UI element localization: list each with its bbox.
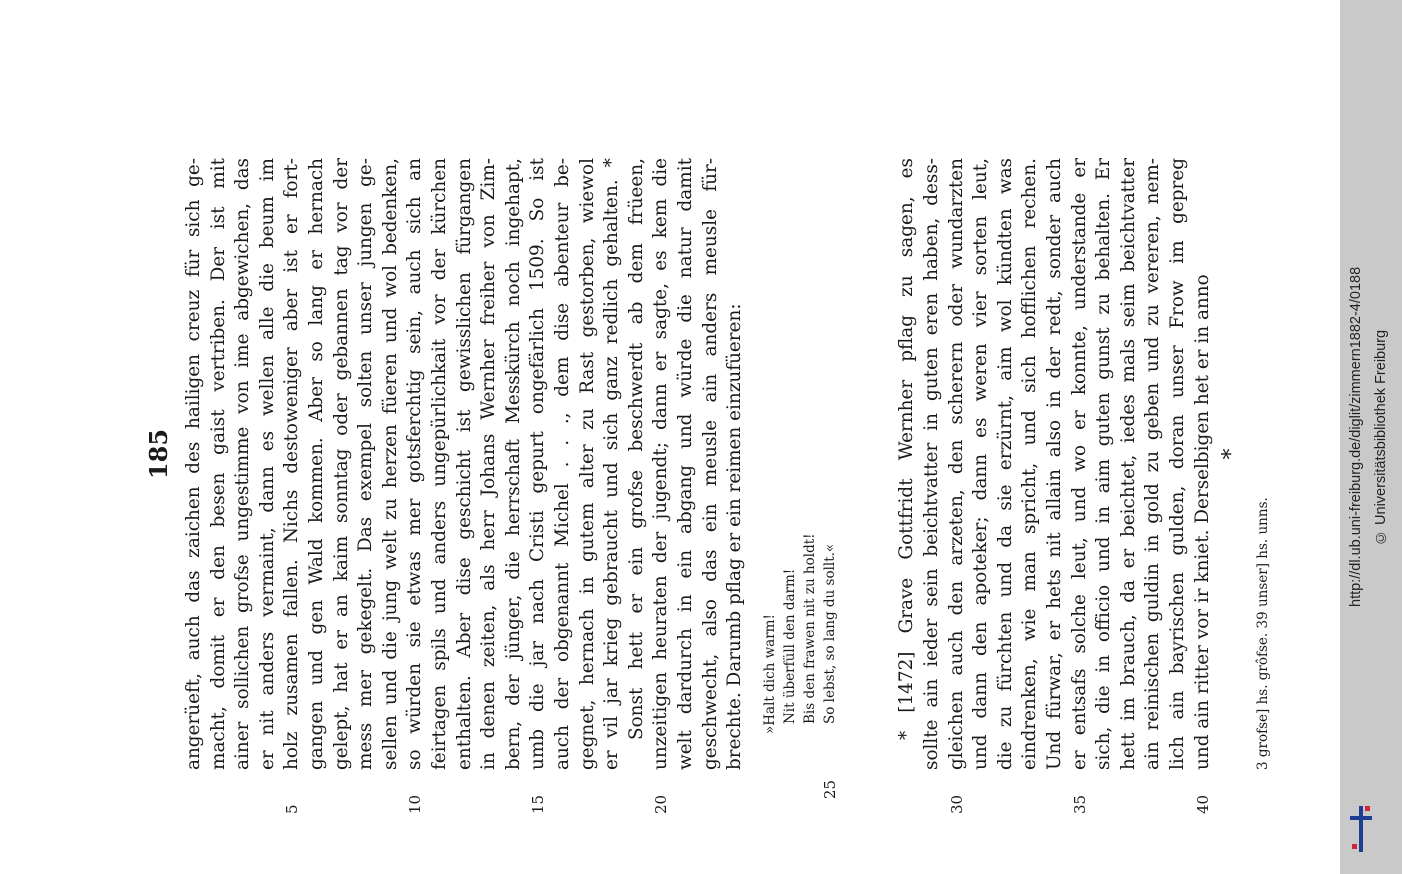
text-line bbox=[231, 158, 255, 770]
text-line-content: macht, domit er den besen gaist vertriben. Der ist mit bbox=[207, 158, 229, 770]
text-line bbox=[1092, 158, 1116, 770]
text-line-content: unzeitigen heuraten der jugendt; dann er sagte, es kem die bbox=[650, 158, 672, 770]
text-line-content: auch der obgenannt Michel . . ., dem dise abenteur be- bbox=[552, 158, 573, 770]
text-line-content: hett im brauch, da er beichtet, iedes mals seim beichtvatter bbox=[1117, 158, 1139, 770]
text-line-content: eindrenken, wie man spricht, und sich hofflichen rechen. bbox=[1019, 158, 1041, 770]
text-line bbox=[453, 158, 477, 770]
text-line-content: und dann den apoteker; dann es weren vier sorten leut, bbox=[970, 158, 992, 770]
line-number: 35 bbox=[1070, 794, 1089, 814]
text-line bbox=[182, 158, 206, 770]
text-line bbox=[502, 158, 526, 770]
text-line-content: ain reinischen guldin in gold zu geben und zu vereren, nem- bbox=[1142, 158, 1164, 770]
copyright-notice: © Universitätsbibliothek Freiburg bbox=[1373, 329, 1389, 545]
text-line-content: mess mer gekegelt. Das exempel solten unser jungen ge- bbox=[355, 158, 377, 770]
text-line-content: er vil jar krieg gebraucht und sich ganz redlich gehalten. * bbox=[601, 158, 623, 770]
text-line-content: in denen zeiten, als herr Johans Wernher freiher von Zim- bbox=[478, 158, 500, 770]
line-number: 25 bbox=[820, 780, 839, 800]
text-line bbox=[699, 158, 723, 770]
text-line bbox=[403, 158, 427, 814]
text-line bbox=[551, 158, 575, 770]
line-number: 20 bbox=[652, 794, 671, 814]
verse-line: Bis den frawen nit zu holdt! bbox=[801, 533, 818, 724]
text-line-content: gangen und gen Wald kommen. Aber so lang er hernach bbox=[306, 158, 327, 770]
section-separator: * bbox=[1218, 448, 1244, 460]
text-line bbox=[1166, 158, 1190, 770]
line-number: 5 bbox=[283, 804, 302, 814]
line-number: 40 bbox=[1193, 794, 1212, 814]
library-logo-icon bbox=[1350, 806, 1372, 852]
text-line bbox=[256, 158, 280, 770]
text-line-content: gegnet, hernach in gutem alter zu Rast gestorben, wiewol bbox=[576, 158, 598, 770]
text-line-content: sellen und die jung welt zu herzen füeren und wol bedenken, bbox=[379, 158, 401, 770]
text-line bbox=[649, 158, 673, 814]
text-line-content: umb die jar nach Cristi gepurt ongefärlich 1509. So ist bbox=[527, 158, 549, 770]
text-line bbox=[1117, 158, 1141, 770]
text-line bbox=[305, 158, 329, 770]
text-line bbox=[354, 158, 378, 770]
text-line bbox=[576, 158, 600, 770]
text-line-content: holz zusamen fallen. Nichs destoweniger aber ist er fort- bbox=[281, 158, 303, 770]
text-line bbox=[477, 158, 501, 770]
line-number: 15 bbox=[529, 794, 548, 814]
text-line-content: geschwecht, also das ein meusle ain anders meusle für- bbox=[699, 158, 721, 770]
text-line-content: gelept, hat er an kaim sonntag oder gebannen tag vor der bbox=[330, 158, 352, 770]
line-number: 30 bbox=[947, 794, 966, 814]
text-line-content: enthalten. Aber dise geschicht ist gewisslichen fürgangen bbox=[453, 158, 475, 770]
text-line bbox=[994, 158, 1018, 770]
text-line-content: und ain ritter vor ir kniet. Derselbigen het er in anno bbox=[1191, 274, 1213, 770]
text-line bbox=[625, 158, 649, 770]
text-line bbox=[1018, 158, 1042, 770]
text-line bbox=[1043, 158, 1067, 770]
text-line-content: Und fürwar, er hets nit allain also in der redt, sonder auch bbox=[1044, 158, 1065, 770]
text-line-content: so würden sie etwas mer gotsferchtig sein, auch sich an bbox=[404, 158, 426, 770]
text-line-content: er nit anders vermaint, dann es wellen alle die beum im bbox=[256, 158, 278, 770]
text-line-content: welt dardurch in ein abgang und würde die natur damit bbox=[675, 158, 696, 770]
text-line-content: Sonst hett er ein grofse beschwerdt ab dem früeen, bbox=[625, 158, 647, 740]
text-line bbox=[723, 158, 747, 770]
rotated-page-content bbox=[144, 138, 1271, 814]
text-line bbox=[969, 158, 993, 770]
text-line-content: ainer sollichen grofse ungestimme von ime abgewichen, das bbox=[232, 158, 254, 770]
text-line bbox=[1141, 158, 1165, 770]
text-line-content: er entsafs solche leut, und wo er konnte, understande er bbox=[1068, 158, 1090, 770]
text-line bbox=[379, 158, 403, 770]
footnote: 3 grofse] hs. grôfse. 39 unser] hs. unns. bbox=[1254, 497, 1271, 770]
text-line-content: * [1472] Grave Gottfridt Wernher pflag zu sagen, es bbox=[896, 158, 918, 740]
text-line-content: gleichen auch den arzeten, den scherern oder wundarzten bbox=[945, 158, 967, 770]
text-line bbox=[207, 158, 231, 770]
text-line-content: angerüeft, auch das zaichen des hailigen creuz für sich ge- bbox=[183, 158, 204, 770]
text-line-content: sich, die in officio und in aim guten gunst zu behalten. Er bbox=[1093, 158, 1115, 770]
text-line bbox=[945, 158, 969, 814]
text-line-content: lich ain bayrischen gulden, doran unser Frow im gepreg bbox=[1167, 158, 1188, 770]
text-line bbox=[330, 158, 354, 770]
page-number: 185 bbox=[144, 428, 173, 480]
source-url[interactable]: http://dl.ub.uni-freiburg.de/diglit/zimmern1882-4/0188 bbox=[1348, 266, 1364, 608]
text-line bbox=[1068, 158, 1092, 814]
verse-line: So lebst, so lang du sollt.« bbox=[821, 543, 838, 724]
text-line-content: bern, der jünger, die herrschaft Messkürch noch ingehapt, bbox=[502, 158, 524, 770]
text-line bbox=[895, 158, 919, 770]
verse-line: Nit überfüll den darm! bbox=[781, 568, 798, 724]
verse-line: »Halt dich warm! bbox=[761, 614, 778, 734]
text-line bbox=[428, 158, 452, 770]
text-line-content: brechte. Darumb pflag er ein reimen einzufüeren: bbox=[724, 303, 746, 770]
text-line bbox=[280, 158, 304, 814]
text-line-content: die zu fürchten und da sie erzürnt, aim wol kündten was bbox=[994, 158, 1016, 770]
text-line-content: feirtagen spils und anders ungepürlichkait vor der kürchen bbox=[429, 158, 450, 770]
line-number: 10 bbox=[406, 794, 425, 814]
text-line-content: sollte ain ieder sein beichtvatter in guten eren haben, dess- bbox=[921, 158, 942, 770]
text-line bbox=[1191, 158, 1215, 814]
text-line bbox=[526, 158, 550, 814]
text-line bbox=[920, 158, 944, 770]
text-line bbox=[600, 158, 624, 770]
text-line bbox=[674, 158, 698, 770]
